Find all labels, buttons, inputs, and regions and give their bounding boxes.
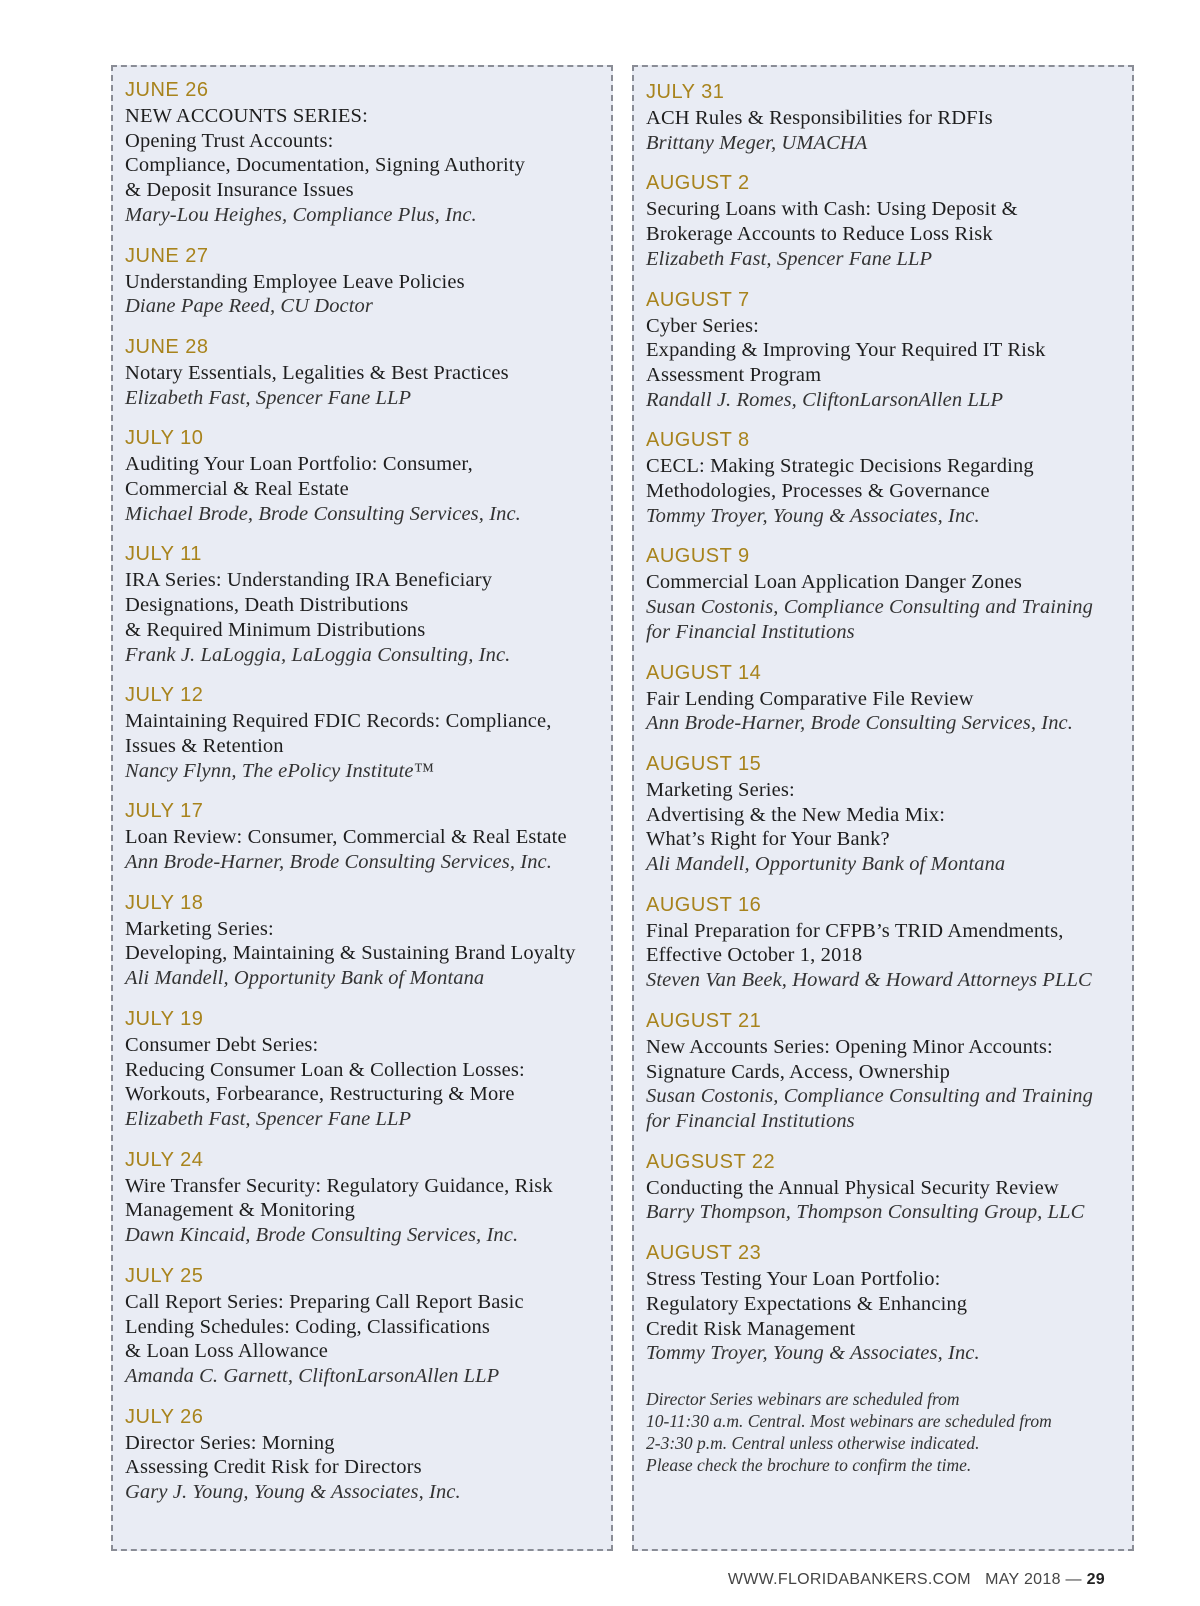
event-entry [125,336,601,410]
event-title-line: Developing, Maintaining & Sustaining Brand Loyalty [125,942,576,965]
event-title [646,314,1128,388]
event-title-line: Fair Lending Comparative File Review [646,687,974,710]
event-date: JUNE 27 [125,244,209,267]
note-line: Please check the brochure to confirm the time. [646,1454,972,1475]
event-title-line: Management & Monitoring [125,1199,356,1222]
event-entry [125,800,601,874]
event-title-line: Advertising & the New Media Mix: [646,803,946,826]
event-date: AUGUST 14 [646,661,762,684]
event-date: JULY 17 [125,800,204,823]
event-date: AUGUST 23 [646,1242,762,1265]
event-speaker: Ann Brode-Harner, Brode Consulting Services, Inc. [646,712,1073,735]
event-entry [125,1265,601,1389]
event-title-line: Understanding Employee Leave Policies [125,270,465,293]
event-speaker: Gary J. Young, Young & Associates, Inc. [125,1481,461,1504]
event-speaker: Randall J. Romes, CliftonLarsonAllen LLP [646,388,1004,411]
event-date: JULY 26 [125,1405,204,1428]
event-date: JULY 19 [125,1007,204,1030]
event-title-line: Call Report Series: Preparing Call Report Basic [125,1290,524,1313]
event-title-line: What’s Right for Your Bank? [646,828,890,851]
event-entry [125,1149,601,1248]
event-title-line: Wire Transfer Security: Regulatory Guidance, Risk [125,1174,553,1197]
event-date: JUNE 28 [125,335,209,358]
event-title-line: Conducting the Annual Physical Security Review [646,1176,1059,1199]
event-title-line: Signature Cards, Access, Ownership [646,1060,951,1083]
event-speaker: Elizabeth Fast, Spencer Fane LLP [125,1107,412,1130]
event-title-line: Assessing Credit Risk for Directors [125,1456,422,1479]
event-speaker: Frank J. LaLoggia, LaLoggia Consulting, Inc. [125,643,511,666]
event-speaker: Tommy Troyer, Young & Associates, Inc. [646,504,980,527]
event-speaker: Ann Brode-Harner, Brode Consulting Services, Inc. [125,851,552,874]
event-title-line: & Required Minimum Distributions [125,618,426,641]
event-title [125,709,601,758]
event-title-line: Methodologies, Processes & Governance [646,480,990,503]
event-entry [125,1406,601,1505]
event-title-line: Maintaining Required FDIC Records: Compliance, [125,710,552,733]
event-title-line: New Accounts Series: Opening Minor Accounts: [646,1035,1053,1058]
event-entry [125,1008,601,1132]
event-title-line: ACH Rules & Responsibilities for RDFIs [646,107,993,129]
event-speaker: Ali Mandell, Opportunity Bank of Montana [646,853,1006,876]
event-title [646,197,1128,246]
event-date: JUNE 26 [125,79,209,101]
event-date: AUGUST 16 [646,893,762,916]
event-title-line: Commercial Loan Application Danger Zones [646,571,1023,594]
event-speaker: Tommy Troyer, Young & Associates, Inc. [646,1342,980,1365]
event-title-line: Director Series: Morning [125,1431,335,1454]
event-title-line: Workouts, Forbearance, Restructuring & More [125,1083,515,1106]
event-date: JULY 10 [125,427,204,450]
event-entry [646,545,1128,644]
note-line: 10-11:30 a.m. Central. Most webinars are scheduled from [646,1410,1052,1431]
event-title [646,687,1128,712]
event-entry [646,1010,1128,1134]
event-date: JULY 24 [125,1148,204,1171]
footer-separator: — [1065,1571,1082,1588]
event-speaker: Nancy Flynn, The ePolicy Institute™ [125,759,434,782]
event-speaker: Amanda C. Garnett, CliftonLarsonAllen LLP [125,1364,500,1387]
event-title [125,825,601,850]
event-date: AUGSUST 22 [646,1150,776,1173]
event-title [125,361,601,386]
event-title [125,1431,601,1480]
event-entry [646,894,1128,993]
event-date: AUGUST 7 [646,288,750,311]
event-date: AUGUST 9 [646,545,750,568]
event-title-line: & Deposit Insurance Issues [125,179,354,202]
event-title [125,917,601,966]
right-event-list [646,81,1128,1366]
event-entry [646,1242,1128,1366]
event-speaker: Elizabeth Fast, Spencer Fane LLP [125,386,412,409]
event-date: AUGUST 2 [646,172,750,195]
footer-issue: MAY 2018 [985,1571,1061,1588]
event-title [125,104,601,203]
event-entry [125,245,601,319]
event-speaker: Brittany Meger, UMACHA [646,131,868,154]
event-title [125,568,601,642]
event-title [125,452,601,501]
event-title-line: Loan Review: Consumer, Commercial & Real Estate [125,826,567,849]
event-speaker: Elizabeth Fast, Spencer Fane LLP [646,247,933,270]
event-title-line: Issues & Retention [125,734,284,757]
event-title-line: Stress Testing Your Loan Portfolio: [646,1268,941,1291]
event-title-line: Securing Loans with Cash: Using Deposit & [646,198,1018,221]
event-speaker: Ali Mandell, Opportunity Bank of Montana [125,967,485,990]
event-title [646,570,1128,595]
footer-site: WWW.FLORIDABANKERS.COM [727,1571,971,1588]
event-date: JULY 18 [125,891,204,914]
event-title-line: Assessment Program [646,363,822,386]
event-speaker: Michael Brode, Brode Consulting Services, Inc. [125,502,521,525]
event-speaker: Dawn Kincaid, Brode Consulting Services, Inc. [125,1224,519,1247]
event-title [646,1267,1128,1341]
event-speaker: Susan Costonis, Compliance Consulting and Training [646,596,1093,619]
event-title-line: Final Preparation for CFPB’s TRID Amendments, [646,919,1064,942]
event-title [125,270,601,295]
event-title-line: Commercial & Real Estate [125,478,349,501]
event-speaker: for Financial Institutions [646,1109,855,1132]
event-title [646,919,1128,968]
event-title-line: Expanding & Improving Your Required IT Risk [646,339,1046,362]
left-schedule-column [111,65,613,1551]
event-title [646,1176,1128,1201]
event-title-line: Reducing Consumer Loan & Collection Losses: [125,1058,525,1081]
event-title-line: Compliance, Documentation, Signing Authority [125,154,526,177]
event-entry [646,289,1128,413]
note-line: Director Series webinars are scheduled from [646,1388,960,1409]
event-date: AUGUST 15 [646,752,762,775]
event-entry [125,892,601,991]
event-entry [646,662,1128,736]
event-title [646,778,1128,852]
event-title [125,1174,601,1223]
event-title-line: Designations, Death Distributions [125,594,409,617]
event-title-line: CECL: Making Strategic Decisions Regarding [646,455,1034,478]
event-date: JULY 12 [125,684,204,707]
schedule-note [646,1388,1128,1476]
event-speaker: Diane Pape Reed, CU Doctor [125,295,373,318]
event-entry [125,79,601,228]
event-title [646,1035,1128,1084]
event-title-line: IRA Series: Understanding IRA Beneficiary [125,569,493,592]
event-title-line: Auditing Your Loan Portfolio: Consumer, [125,453,473,476]
event-title-line: Brokerage Accounts to Reduce Loss Risk [646,223,993,246]
event-title-line: & Loan Loss Allowance [125,1340,328,1363]
event-date: JULY 11 [125,543,202,566]
page-footer [728,1571,1105,1589]
event-entry [125,427,601,526]
event-title-line: Marketing Series: [646,778,795,801]
event-speaker: for Financial Institutions [646,620,855,643]
event-title-line: Lending Schedules: Coding, Classifications [125,1315,491,1338]
page-number: 29 [1086,1571,1105,1588]
event-title [646,454,1128,503]
event-title-line: Cyber Series: [646,314,759,337]
note-line: 2-3:30 p.m. Central unless otherwise indicated. [646,1432,980,1453]
event-title-line: Opening Trust Accounts: [125,129,334,152]
event-entry [646,1151,1128,1225]
event-entry [646,81,1128,155]
event-date: JULY 31 [646,81,725,103]
event-entry [125,543,601,667]
event-title-line: Notary Essentials, Legalities & Best Practices [125,361,509,384]
event-speaker: Mary-Lou Heighes, Compliance Plus, Inc. [125,203,477,226]
event-date: AUGUST 8 [646,429,750,452]
event-date: AUGUST 21 [646,1009,762,1032]
event-title [125,1290,601,1364]
event-date: JULY 25 [125,1264,204,1287]
event-title-line: Effective October 1, 2018 [646,944,863,967]
event-title [646,106,1128,131]
event-entry [125,684,601,783]
event-title-line: NEW ACCOUNTS SERIES: [125,105,368,127]
event-title-line: Marketing Series: [125,917,274,940]
event-title-line: Regulatory Expectations & Enhancing [646,1292,968,1315]
event-title-line: Consumer Debt Series: [125,1033,319,1056]
event-title-line: Credit Risk Management [646,1317,856,1340]
event-speaker: Steven Van Beek, Howard & Howard Attorneys PLLC [646,969,1092,992]
event-entry [646,429,1128,528]
event-entry [646,172,1128,271]
event-speaker: Barry Thompson, Thompson Consulting Group, LLC [646,1201,1085,1224]
event-entry [646,753,1128,877]
event-speaker: Susan Costonis, Compliance Consulting and Training [646,1085,1093,1108]
right-schedule-column [632,65,1134,1551]
event-title [125,1033,601,1107]
